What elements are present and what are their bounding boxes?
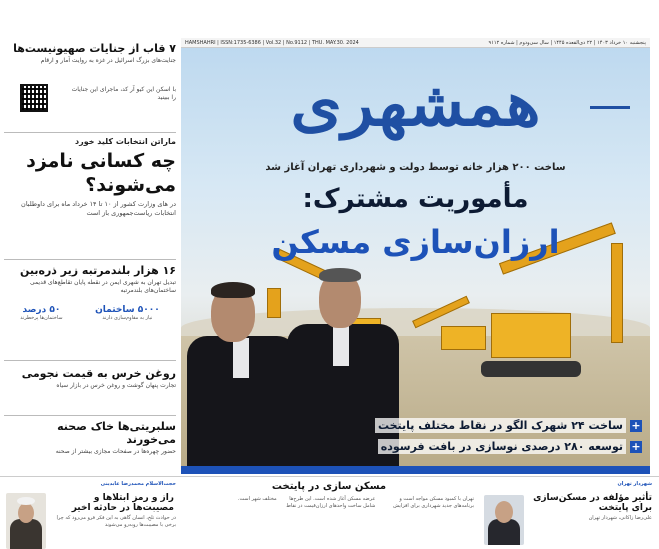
- masthead: [181, 50, 650, 158]
- bottom-story-right[interactable]: [482, 481, 652, 549]
- hero-bullet-text: توسعه ۲۸۰ درصدی نوسازی در بافت فرسوده: [378, 439, 626, 454]
- stat-label: ساختمان‌ها پرخطرند: [20, 315, 63, 322]
- issue-info-bar: [181, 38, 650, 48]
- story-highrise[interactable]: [4, 264, 176, 356]
- story-summary: در حوادث تلخ، انسان گاهی به این فکر فرو می‌رود که چرا برخی با مصیبت‌ها روبه‌رو می‌شوند: [56, 515, 176, 529]
- plus-icon: +: [631, 418, 641, 432]
- author-tag: حجت‌الاسلام محمدرضا عابدینی: [100, 481, 176, 487]
- story-title: ۱۶ هزار بلندمرتبه زیر ذره‌بین: [19, 264, 176, 277]
- story-summary: تبدیل تهران به شهری ایمن در نقطه پایان تقاطع‌های قدیمی ساختمان‌های بلندمرتبه: [29, 279, 176, 295]
- excavator-right: [481, 243, 641, 393]
- story-title: روغن خرس به قیمت نجومی: [21, 367, 176, 380]
- hero-bullet: [362, 418, 642, 433]
- hero-headline-secondary: ارزان‌سازی مسکن: [271, 223, 560, 261]
- bottom-story-center[interactable]: [184, 481, 474, 549]
- story-summary: تهران با کمبود مسکن مواجه است و برنامه‌های جدید شهرداری برای افزایش عرضه مسکن آغاز شده است. این طرح‌ها شامل ساخت واحدهای ارزان‌قیمت در نقاط مختلف شهر است.: [237, 496, 474, 510]
- story-stats: [4, 305, 176, 321]
- story-title: راز و رمز ابتلاها و مصیبت‌ها در حادثه اخیر: [71, 493, 174, 513]
- story-celebrities[interactable]: [4, 420, 176, 462]
- qr-caption: با اسکن این کیو آر کد، ماجرای این جنایات را ببینید: [71, 86, 176, 102]
- stat-label: نیاز به مقاوم‌سازی دارند: [102, 315, 153, 322]
- newspaper-logo: همشهری: [290, 68, 541, 140]
- left-column: [4, 38, 176, 549]
- hero-bullets: [362, 418, 642, 460]
- stat-percent: [20, 305, 62, 321]
- story-summary: علی‌رضا زاکانی، شهردار تهران: [588, 515, 652, 521]
- cleric-photo: [6, 493, 46, 549]
- hero-bullet-text: ساخت ۲۴ شهرک الگو در نقاط مختلف پایتخت: [375, 418, 626, 433]
- story-gaza[interactable]: [4, 42, 176, 128]
- story-title: ۷ قاب از جنایات صهیونیست‌ها: [13, 42, 176, 55]
- stat-buildings: [95, 305, 160, 321]
- stat-value: ۵۰۰۰ ساختمان: [95, 305, 160, 316]
- story-title: تأثیر مؤلفه در مسکن‌سازی برای پایتخت: [533, 493, 652, 513]
- issue-info-fa: پنجشنبه ۱۰ خرداد ۱۴۰۳ | ۲۲ ذی‌القعده ۱۴۴۵ | سال سی‌ودوم | شماره ۹۱۱۲: [488, 39, 646, 46]
- logo-accent: [590, 106, 630, 109]
- divider: [4, 360, 176, 361]
- hero-headline-primary: مأموریت مشترک:: [302, 184, 529, 214]
- issue-info-en: HAMSHAHRI | ISSN:1735-6386 | Vol.32 | No.9112 | THU. MAY.30. 2024: [185, 39, 359, 46]
- plus-icon: +: [631, 439, 641, 453]
- bottom-story-left[interactable]: [4, 481, 176, 549]
- mayor-photo: [484, 495, 524, 545]
- divider: [4, 132, 176, 133]
- qr-code-icon[interactable]: [20, 84, 48, 112]
- hero-bullet: [362, 439, 642, 454]
- cover-hero: [181, 38, 650, 466]
- bottom-strip: [0, 476, 659, 549]
- story-summary: حضور چهره‌ها در صفحات مجازی بیشتر از صحنه: [55, 448, 176, 455]
- story-title: سلبریتی‌ها خاک صحنه می‌خورند: [57, 420, 176, 446]
- story-summary: تجارت پنهان گوشت و روغن خرس در بازار سیاه: [56, 382, 176, 389]
- story-summary: در های وزارت کشور از ۱۰ تا ۱۴ خرداد ماه برای داوطلبان انتخابات ریاست‌جمهوری باز است: [21, 200, 176, 218]
- excavator-far: [411, 298, 491, 358]
- divider: [4, 259, 176, 260]
- stat-value: ۵۰ درصد: [22, 305, 61, 316]
- story-bear-oil[interactable]: [4, 367, 176, 411]
- story-summary: جنایت‌های بزرگ اسرائیل در غزه به روایت آمار و ارقام: [40, 57, 176, 64]
- hero-footer-bar: [181, 466, 650, 474]
- divider: [4, 415, 176, 416]
- story-election[interactable]: [4, 137, 176, 255]
- author-tag: شهردار تهران: [617, 481, 652, 487]
- story-title: مسکن سازی در پایتخت: [271, 481, 387, 492]
- hero-supertitle: ساخت ۲۰۰ هزار خانه توسط دولت و شهرداری تهران آغاز شد: [265, 162, 566, 173]
- story-title: چه کسانی نامزد می‌شوند؟: [26, 149, 176, 196]
- story-kicker: ماراتن انتخابات کلید خورد: [75, 137, 176, 146]
